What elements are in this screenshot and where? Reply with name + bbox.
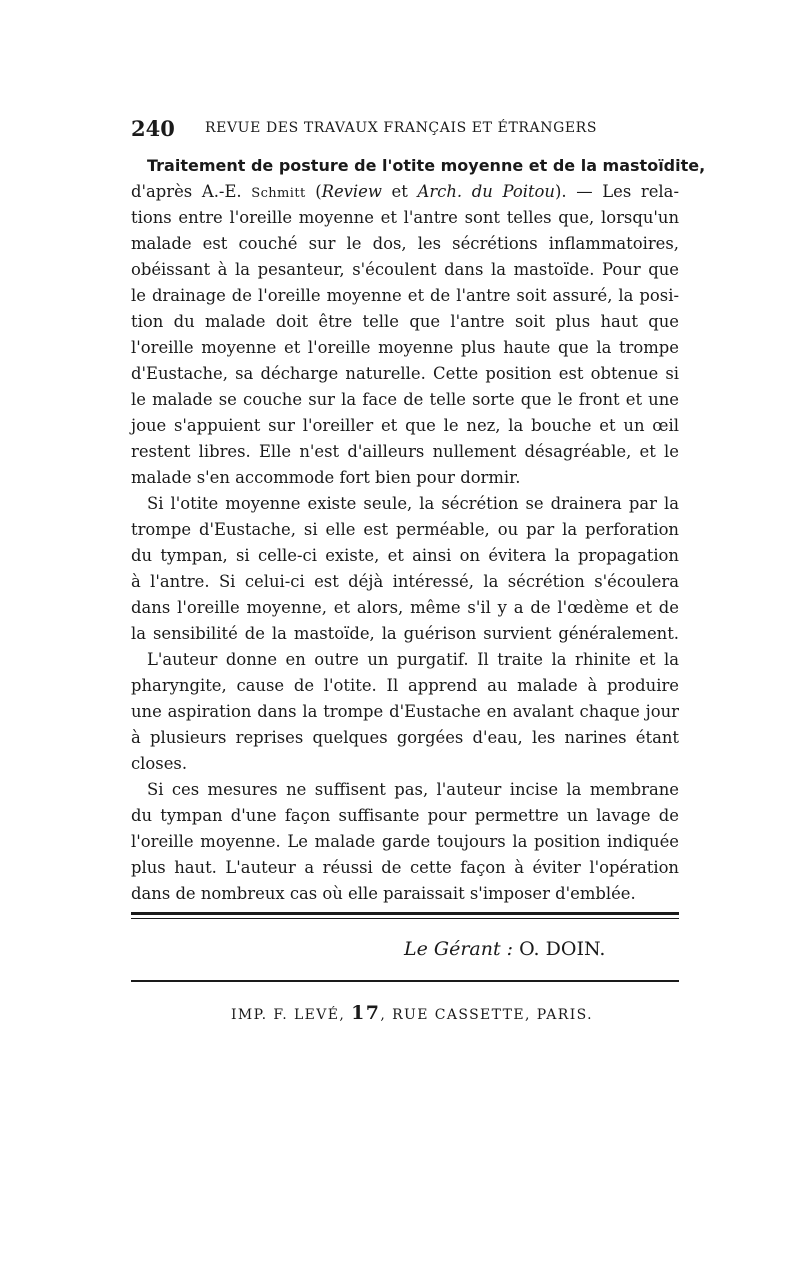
text-line: restent libres. Elle n'est d'ailleurs nullement désagréable, et le xyxy=(131,442,679,461)
gerant-label: Le Gérant : xyxy=(404,938,514,960)
text-line: une aspiration dans la trompe d'Eustache en avalant chaque jour xyxy=(131,702,679,721)
text-line: plus haut. L'auteur a réussi de cette façon à éviter l'opération xyxy=(131,858,679,877)
page-header xyxy=(131,116,679,140)
gerant-name: O. DOIN. xyxy=(513,938,606,960)
double-rule-divider xyxy=(131,912,679,921)
page-number: 240 xyxy=(131,116,175,141)
imprint-number: 17 xyxy=(351,1002,381,1024)
source-journal: Arch. du Poitou xyxy=(417,182,555,201)
text-line: à plusieurs reprises quelques gorgées d'eau, les narines étant xyxy=(131,728,679,747)
source-review: Review xyxy=(321,182,382,201)
text-line: joue s'appuient sur l'oreiller et que le nez, la bouche et un œil xyxy=(131,416,679,435)
imprint-prefix: IMP. F. LEVÉ, xyxy=(231,1007,352,1023)
text-line: obéissant à la pesanteur, s'écoulent dans la mastoïde. Pour que xyxy=(131,260,679,279)
text-line: la sensibilité de la mastoïde, la guérison survient généralement. xyxy=(131,624,679,643)
text-line: malade s'en accommode fort bien pour dormir. xyxy=(131,468,521,487)
text-line: malade est couché sur le dos, les sécrétions inflammatoires, xyxy=(131,234,679,253)
rule-thick xyxy=(131,912,679,915)
text-line: dans l'oreille moyenne, et alors, même s'il y a de l'œdème et de xyxy=(131,598,679,617)
text-line: à l'antre. Si celui-ci est déjà intéressé, la sécrétion s'écoulera xyxy=(131,572,679,591)
text-line: du tympan, si celle-ci existe, et ainsi on évitera la propagation xyxy=(131,546,679,565)
text-line: L'auteur donne en outre un purgatif. Il traite la rhinite et la xyxy=(147,650,679,669)
imprint-suffix: , RUE CASSETTE, PARIS. xyxy=(380,1007,593,1023)
source-open: ( xyxy=(305,182,322,201)
article-title: Traitement de posture de l'otite moyenne et de la mastoïdite, xyxy=(147,156,706,175)
printer-imprint xyxy=(231,1002,593,1024)
text-line: du tympan d'une façon suffisante pour permettre un lavage de xyxy=(131,806,679,825)
gerant-signature xyxy=(404,938,605,960)
article-byline xyxy=(131,179,679,205)
source-et: et xyxy=(381,182,418,201)
text-line: pharyngite, cause de l'otite. Il apprend au malade à produire xyxy=(131,676,679,695)
text-line: l'oreille moyenne. Le malade garde toujours la position indiquée xyxy=(131,832,679,851)
article-body xyxy=(131,153,706,907)
source-close: ). — Les rela- xyxy=(554,182,679,201)
text-line: Si l'otite moyenne existe seule, la sécrétion se drainera par la xyxy=(147,494,679,513)
running-head: REVUE DES TRAVAUX FRANÇAIS ET ÉTRANGERS xyxy=(205,120,598,136)
text-line: dans de nombreux cas où elle paraissait s'imposer d'emblée. xyxy=(131,884,636,903)
text-line: d'Eustache, sa décharge naturelle. Cette position est obtenue si xyxy=(131,364,679,383)
text-line: tion du malade doit être telle que l'antre soit plus haut que xyxy=(131,312,679,331)
text-line: tions entre l'oreille moyenne et l'antre sont telles que, lorsqu'un xyxy=(131,208,679,227)
text-line: le malade se couche sur la face de telle sorte que le front et une xyxy=(131,390,679,409)
text-line: closes. xyxy=(131,754,188,773)
rule-thin xyxy=(131,918,679,919)
single-rule-divider xyxy=(131,980,679,982)
byline-prefix: d'après A.-E. xyxy=(131,182,252,201)
text-line: l'oreille moyenne et l'oreille moyenne plus haute que la trompe xyxy=(131,338,679,357)
text-line: Si ces mesures ne suffisent pas, l'auteur incise la membrane xyxy=(147,780,679,799)
author-name: Schmitt xyxy=(251,186,306,201)
text-line: le drainage de l'oreille moyenne et de l'antre soit assuré, la posi- xyxy=(131,286,679,305)
text-line: trompe d'Eustache, si elle est perméable, ou par la perforation xyxy=(131,520,679,539)
